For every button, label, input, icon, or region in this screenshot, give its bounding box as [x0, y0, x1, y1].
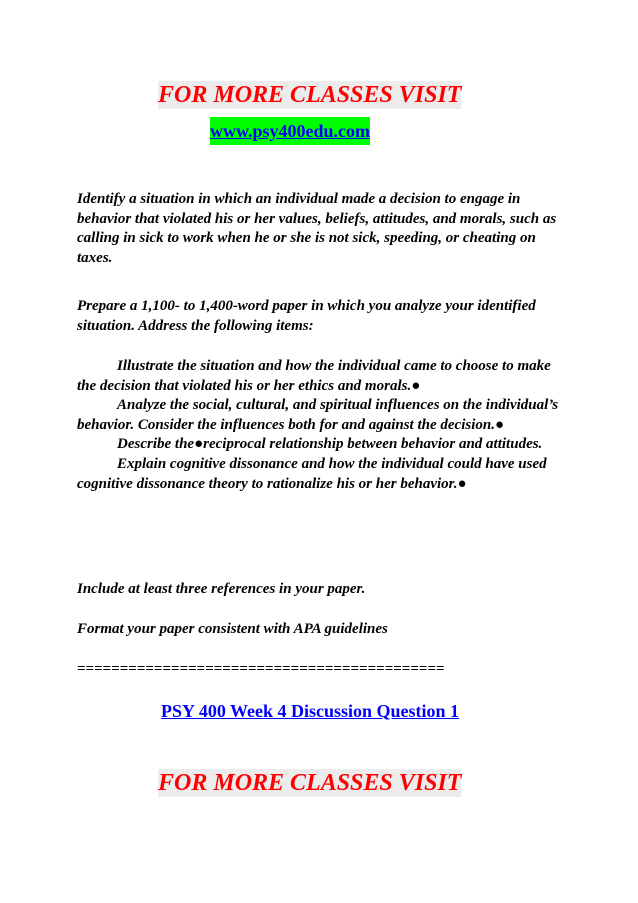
item-text: Explain cognitive dissonance and how the individual could have used cognitive dissonance theory to rationalize his or her behavior.	[77, 455, 547, 492]
page-heading: FOR MORE CLASSES VISIT	[158, 82, 462, 108]
bullet-icon: ●	[411, 377, 421, 394]
list-item	[77, 455, 567, 494]
separator-line: ===========================================	[77, 661, 445, 677]
assignment-items	[77, 357, 567, 494]
bullet-icon: ●	[194, 436, 204, 453]
instructions-paragraph: Prepare a 1,100- to 1,400-word paper in which you analyze your identified situation. Address the following items:	[77, 298, 536, 334]
intro-paragraph: Identify a situation in which an individual made a decision to engage in behavior that violated his or her values, beliefs, attitudes, and morals, such as calling in sick to work when he or she is not sick, speeding, or cheating on taxes.	[77, 191, 557, 266]
item-text: Describe the	[117, 436, 195, 453]
bullet-icon: ●	[457, 475, 467, 492]
item-text: Illustrate the situation and how the individual came to choose to make the decision that violated his or her ethics and morals.	[77, 358, 551, 394]
references-note: Include at least three references in your paper.	[77, 581, 366, 597]
footer-heading: FOR MORE CLASSES VISIT	[158, 770, 462, 796]
list-item	[77, 396, 567, 435]
format-note: Format your paper consistent with APA guidelines	[77, 621, 388, 637]
list-item	[77, 435, 567, 455]
discussion-link[interactable]: PSY 400 Week 4 Discussion Question 1	[161, 701, 460, 721]
site-link[interactable]: www.psy400edu.com	[210, 117, 370, 145]
bullet-icon: ●	[494, 416, 505, 433]
list-item	[77, 357, 567, 396]
item-text: reciprocal relationship between behavior and attitudes.	[203, 436, 543, 453]
item-text: Analyze the social, cultural, and spiritual influences on the individual’s behavior. Consider the influences both for and against the decision.	[77, 397, 559, 433]
